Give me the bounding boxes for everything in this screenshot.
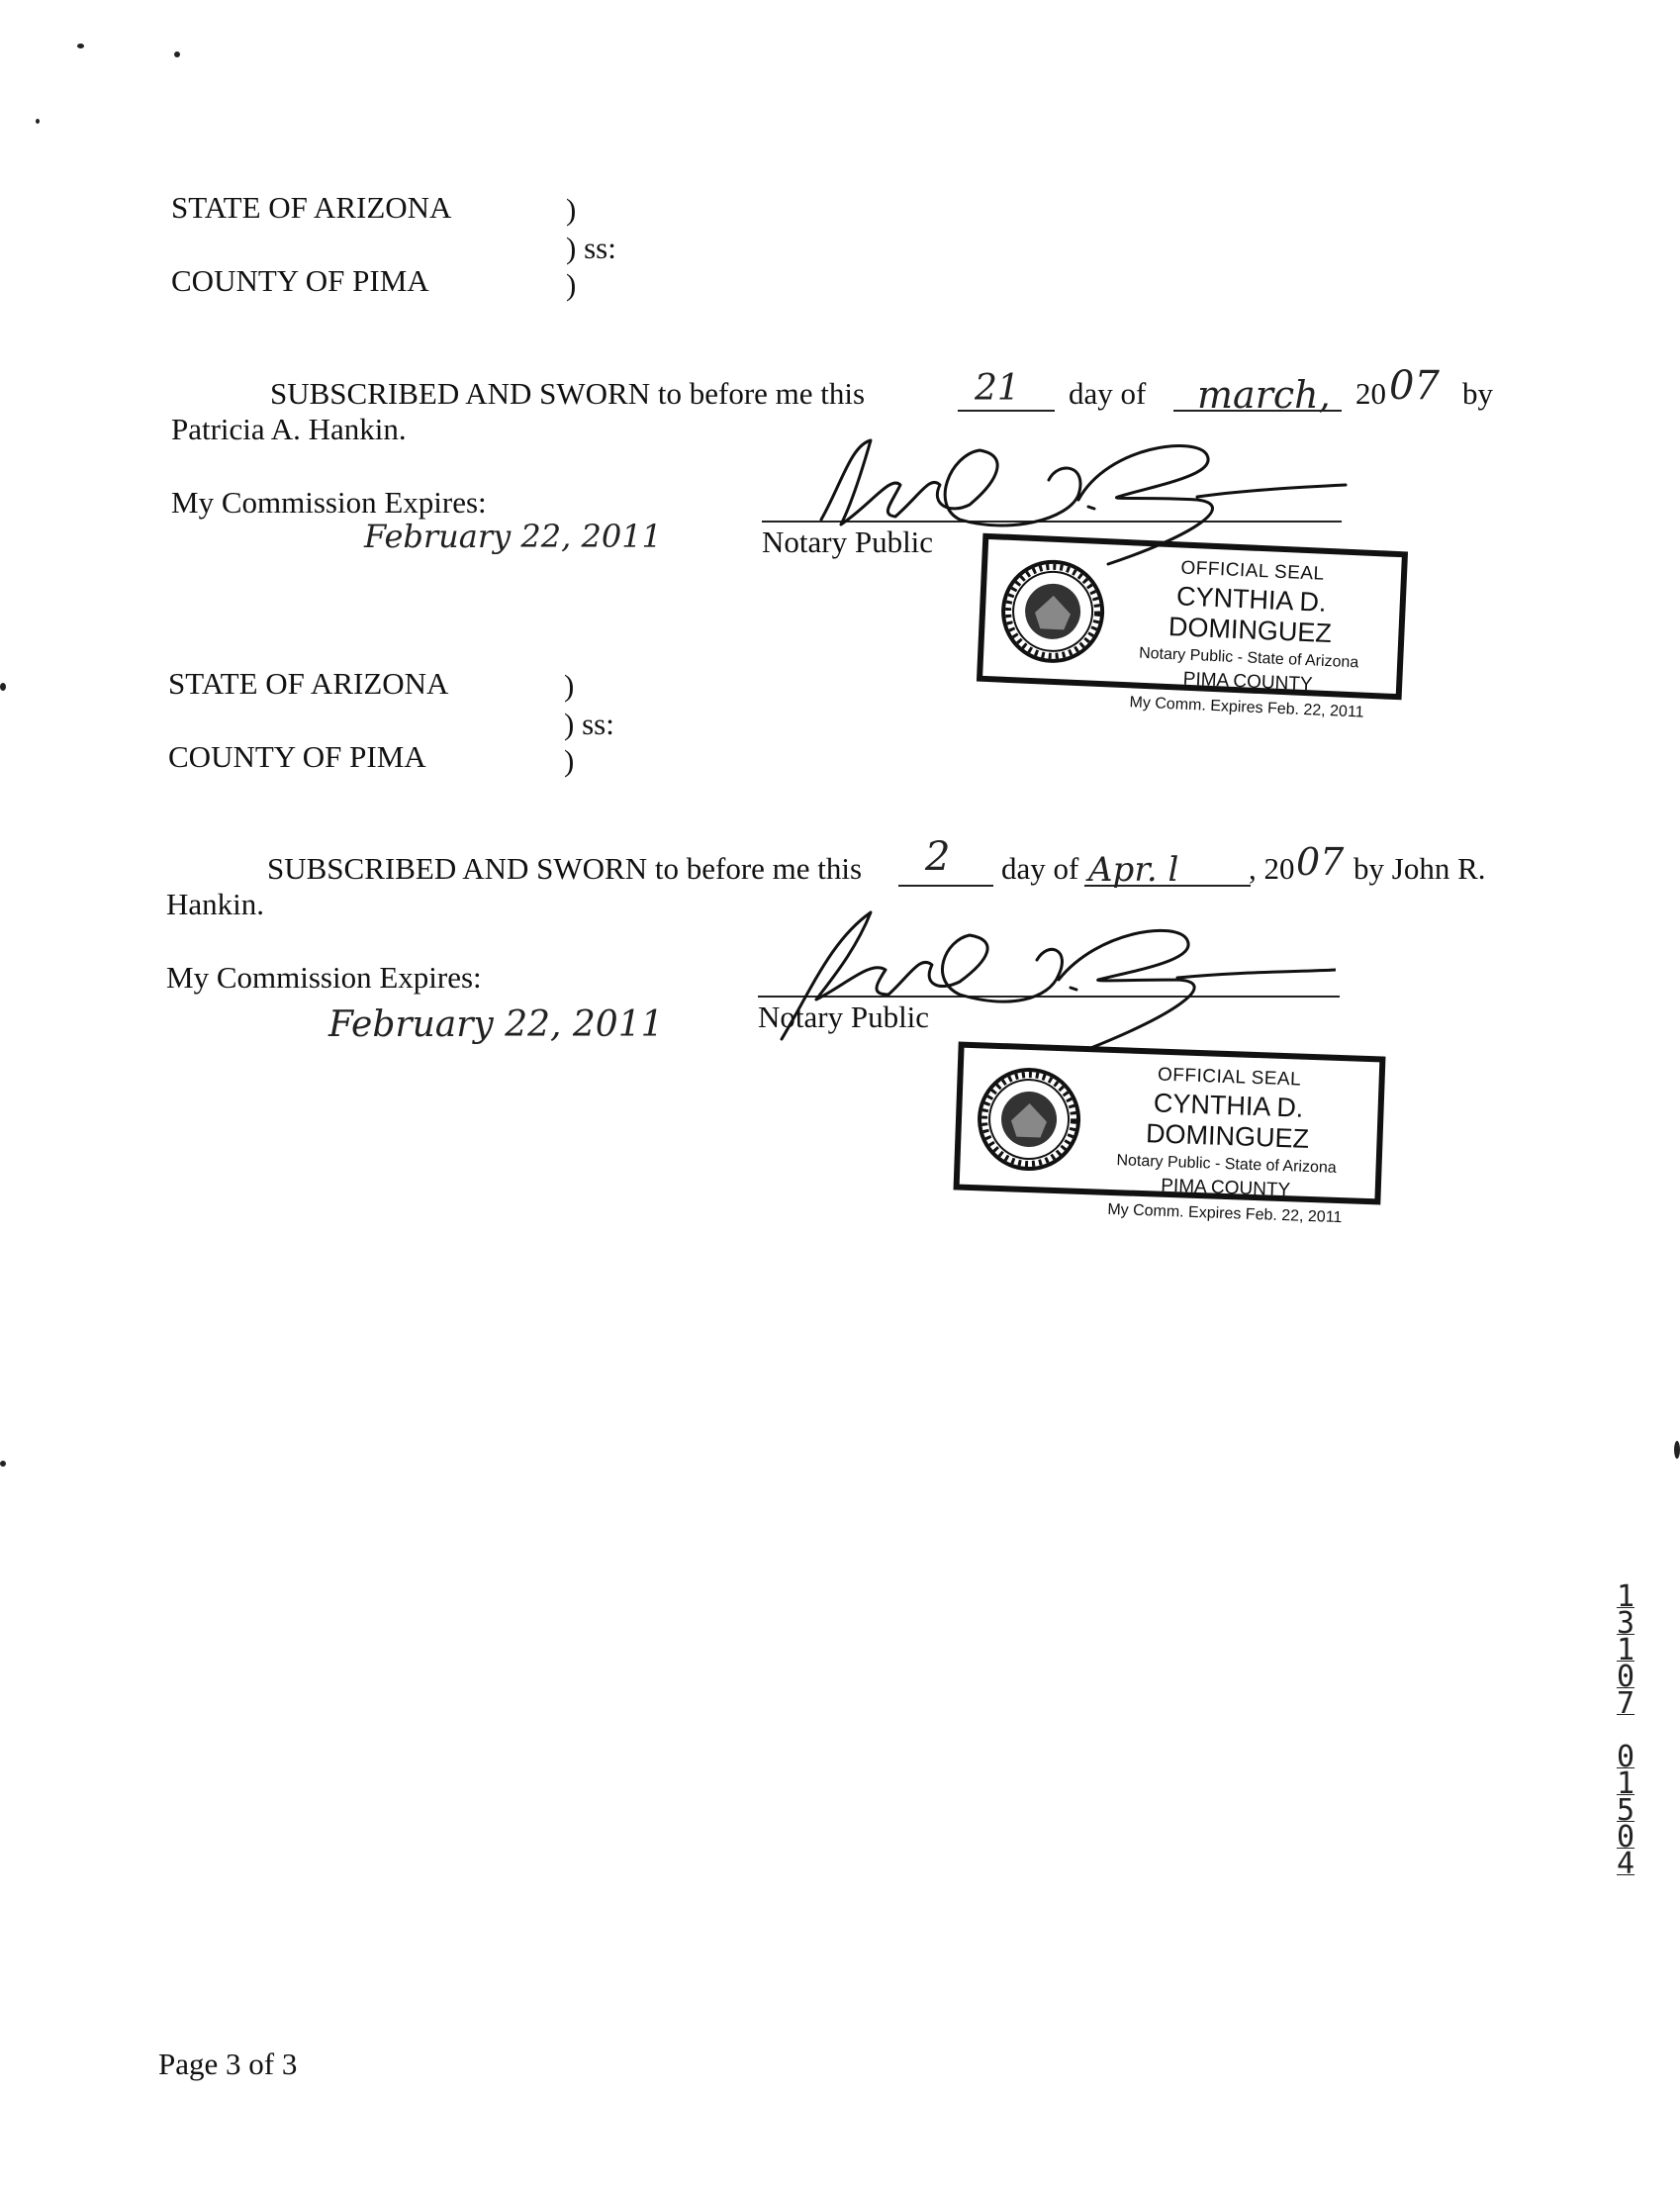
- recording-digit: 3: [1616, 1606, 1635, 1641]
- handwritten-commission-date: February 22, 2011: [328, 1004, 664, 1045]
- seal-title: OFFICIAL SEAL: [1157, 1064, 1302, 1091]
- seal-title: OFFICIAL SEAL: [1180, 557, 1326, 585]
- day-of-label: day of: [1001, 851, 1079, 886]
- seal-expiry: My Comm. Expires Feb. 22, 2011: [1107, 1200, 1343, 1227]
- official-notary-seal: [977, 533, 1408, 721]
- day-blank: [898, 885, 993, 887]
- year-prefix: 20: [1355, 376, 1386, 411]
- recording-digit: 4: [1616, 1847, 1635, 1881]
- handwritten-day: 2: [925, 834, 951, 880]
- arizona-state-seal-icon: [974, 1064, 1084, 1175]
- scan-speck: [0, 1461, 6, 1467]
- venue-paren: ): [564, 668, 575, 703]
- venue-paren: ): [564, 743, 575, 778]
- day-blank: [958, 410, 1055, 412]
- handwritten-year: 07: [1296, 840, 1345, 884]
- recording-number: [1611, 1579, 1640, 1881]
- recording-digit: 1: [1616, 1579, 1635, 1614]
- seal-county: PIMA COUNTY: [1182, 668, 1314, 696]
- ss-label: ) ss:: [564, 707, 614, 741]
- handwritten-year: 07: [1389, 363, 1440, 409]
- affiant-name: Patricia A. Hankin.: [171, 412, 407, 446]
- official-notary-seal: [954, 1042, 1386, 1227]
- affiant-name: Hankin.: [166, 887, 265, 921]
- recording-digit: 1: [1616, 1633, 1635, 1667]
- seal-notary-name: CYNTHIA D. DOMINGUEZ: [1145, 1088, 1310, 1154]
- commission-label: My Commission Expires:: [171, 485, 487, 520]
- scan-speck: [36, 119, 40, 124]
- notary-signature-2: [762, 901, 1336, 1059]
- arizona-state-seal-icon: [997, 556, 1109, 668]
- scan-speck: [1674, 1441, 1680, 1459]
- seal-notary-state: Notary Public - State of Arizona: [1116, 1152, 1337, 1177]
- venue-paren: ): [566, 267, 577, 302]
- handwritten-month: Apr. l: [1088, 850, 1179, 890]
- handwritten-commission-date: February 22, 2011: [364, 518, 662, 555]
- handwritten-day: 21: [975, 368, 1020, 409]
- handwritten-month: march,: [1197, 373, 1331, 417]
- by-label: by: [1462, 376, 1493, 411]
- scan-speck: [0, 683, 6, 691]
- state-label: STATE OF ARIZONA: [171, 190, 452, 225]
- ss-label: ) ss:: [566, 231, 616, 265]
- year-prefix: , 20: [1249, 851, 1295, 886]
- seal-notary-name: CYNTHIA D. DOMINGUEZ: [1167, 581, 1333, 649]
- county-label: COUNTY OF PIMA: [168, 739, 426, 774]
- recording-digit: 0: [1616, 1740, 1635, 1774]
- sworn-statement: SUBSCRIBED AND SWORN to before me this: [267, 851, 863, 886]
- scan-speck: [174, 51, 180, 57]
- sworn-statement: SUBSCRIBED AND SWORN to before me this: [270, 376, 866, 411]
- page-number: Page 3 of 3: [158, 2047, 298, 2081]
- by-label: by John R.: [1353, 851, 1486, 886]
- notary-public-label: Notary Public: [762, 524, 934, 559]
- recording-digit: 0: [1616, 1660, 1635, 1694]
- state-label: STATE OF ARIZONA: [168, 666, 449, 701]
- recording-digit: 1: [1616, 1766, 1635, 1801]
- day-of-label: day of: [1069, 376, 1147, 411]
- seal-notary-state: Notary Public - State of Arizona: [1138, 644, 1359, 672]
- recording-digit: 0: [1616, 1820, 1635, 1855]
- seal-county: PIMA COUNTY: [1160, 1175, 1291, 1201]
- seal-expiry: My Comm. Expires Feb. 22, 2011: [1129, 694, 1364, 721]
- recording-digit: 7: [1616, 1686, 1635, 1721]
- recording-digit: 5: [1616, 1793, 1635, 1828]
- commission-label: My Commission Expires:: [166, 960, 482, 995]
- scan-speck: [77, 44, 84, 48]
- venue-paren: ): [566, 192, 577, 227]
- notary-public-label: Notary Public: [758, 1000, 930, 1034]
- county-label: COUNTY OF PIMA: [171, 263, 429, 298]
